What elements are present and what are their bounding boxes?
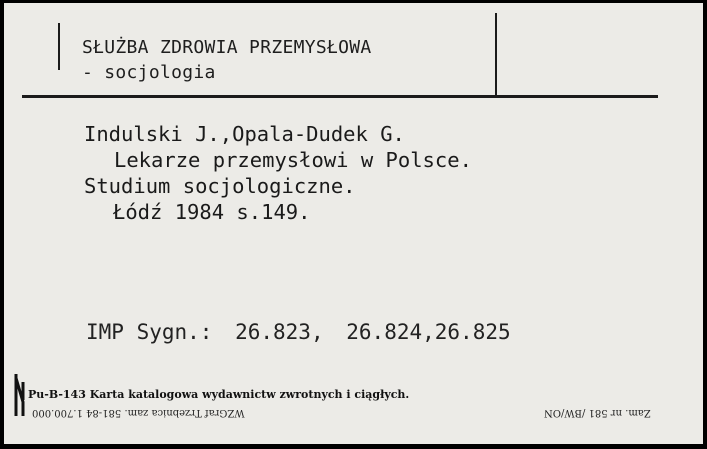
heading-left-rule — [58, 23, 60, 70]
title-line-2: Studium socjologiczne. — [84, 174, 356, 198]
call-number-value-first: 26.823, — [235, 320, 324, 344]
subject-heading: SŁUŻBA ZDROWIA PRZEMYSŁOWA — [82, 37, 372, 58]
call-number-value-rest: 26.824,26.825 — [346, 320, 511, 344]
catalog-card — [4, 3, 703, 444]
call-number — [86, 320, 511, 344]
title-line-1: Lekarze przemysłowi w Polsce. — [114, 148, 472, 172]
subject-subdivision: - socjologia — [82, 62, 216, 83]
printed-order-line: Zam. nr 581 /BW/ON — [544, 407, 651, 418]
imprint-line: Łódź 1984 s.149. — [113, 200, 311, 224]
heading-bottom-rule — [22, 95, 658, 98]
heading-right-rule — [495, 13, 497, 96]
authors-line: Indulski J.,Opala-Dudek G. — [84, 122, 405, 146]
edge-stamp-mark — [14, 372, 26, 418]
printed-form-line: Pu-B-143 Karta katalogowa wydawnictw zwrotnych i ciągłych. — [28, 388, 410, 401]
call-number-label: IMP Sygn.: — [86, 320, 213, 344]
printed-printer-line: WZGraf Trzebnica zam. 581-84 1.700.000 — [32, 407, 245, 418]
